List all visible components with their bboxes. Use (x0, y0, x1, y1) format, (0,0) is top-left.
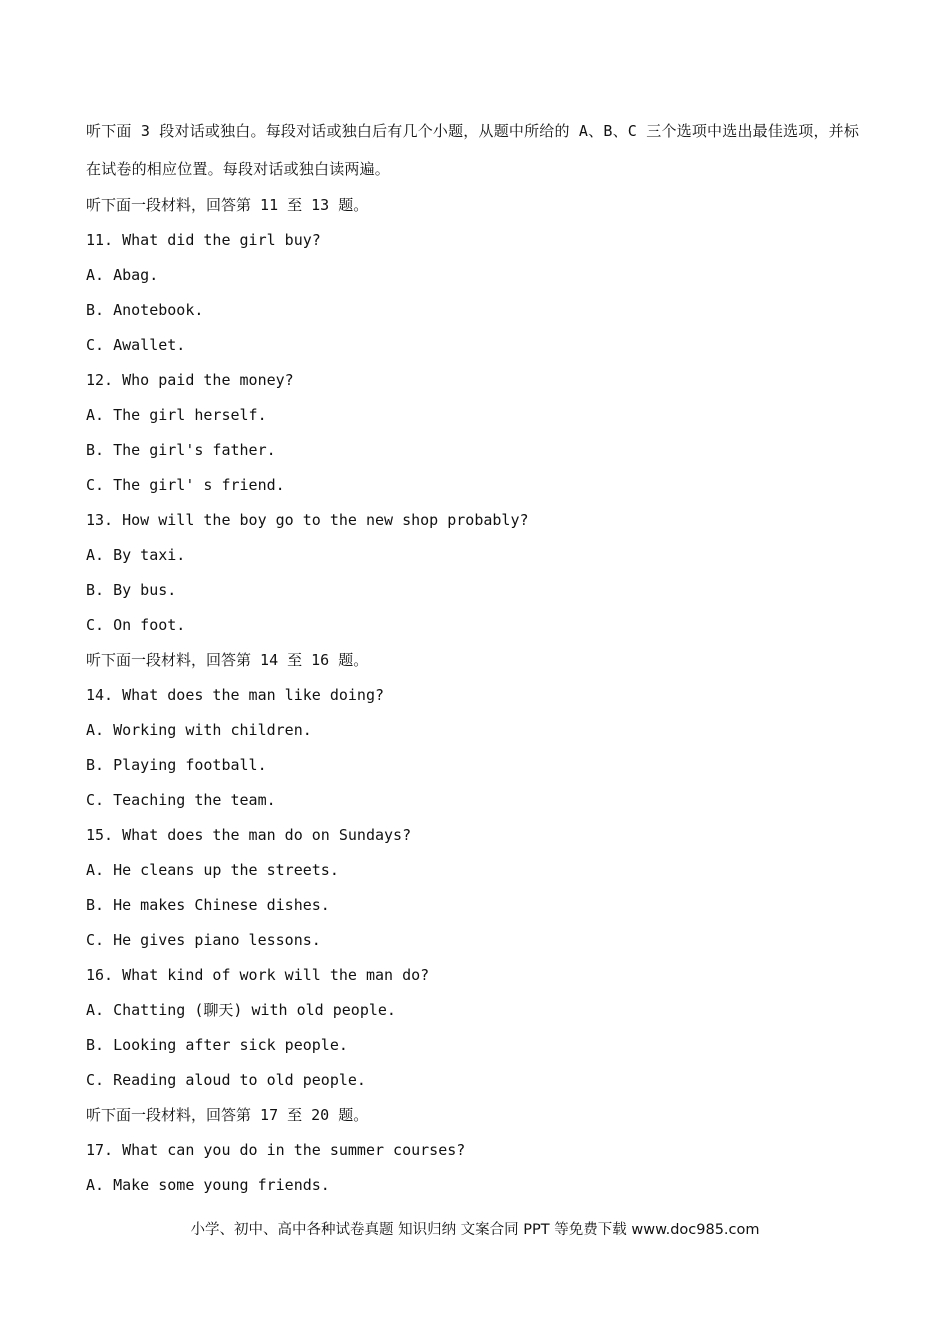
option-14-c: C. Teaching the team. (86, 791, 276, 809)
question-17: 17. What can you do in the summer courses? (86, 1141, 466, 1159)
option-12-b: B. The girl's father. (86, 441, 276, 459)
question-14: 14. What does the man like doing? (86, 686, 385, 704)
option-12-c: C. The girl' s friend. (86, 476, 285, 494)
option-13-a: A. By taxi. (86, 546, 186, 564)
material-heading-14-16: 听下面一段材料，回答第 14 至 16 题。 (86, 651, 369, 669)
section-instructions: 听下面 3 段对话或独白。每段对话或独白后有几个小题，从题中所给的 A、B、C 三个选项中选出最佳选项，并标在试卷的相应位置。每段对话或独白读两遍。 (86, 122, 860, 178)
option-15-c: C. He gives piano lessons. (86, 931, 321, 949)
question-13: 13. How will the boy go to the new shop probably? (86, 511, 529, 529)
material-heading-11-13: 听下面一段材料，回答第 11 至 13 题。 (86, 196, 369, 214)
option-12-a: A. The girl herself. (86, 406, 267, 424)
option-15-a: A. He cleans up the streets. (86, 861, 339, 879)
option-11-b: B. Anotebook. (86, 301, 204, 319)
option-16-c: C. Reading aloud to old people. (86, 1071, 366, 1089)
question-12: 12. Who paid the money? (86, 371, 294, 389)
question-11: 11. What did the girl buy? (86, 231, 321, 249)
page-footer: 小学、初中、高中各种试卷真题 知识归纳 文案合同 PPT 等免费下载 www.doc985.com (190, 1222, 760, 1238)
question-15: 15. What does the man do on Sundays? (86, 826, 412, 844)
question-16: 16. What kind of work will the man do? (86, 966, 430, 984)
option-16-a: A. Chatting (聊天) with old people. (86, 1001, 396, 1019)
option-11-c: C. Awallet. (86, 336, 186, 354)
option-13-c: C. On foot. (86, 616, 186, 634)
option-17-a: A. Make some young friends. (86, 1176, 330, 1194)
material-heading-17-20: 听下面一段材料，回答第 17 至 20 题。 (86, 1106, 369, 1124)
option-16-b: B. Looking after sick people. (86, 1036, 348, 1054)
exam-content (86, 112, 866, 1203)
option-11-a: A. Abag. (86, 266, 159, 284)
option-15-b: B. He makes Chinese dishes. (86, 896, 330, 914)
option-14-b: B. Playing football. (86, 756, 267, 774)
option-13-b: B. By bus. (86, 581, 177, 599)
option-14-a: A. Working with children. (86, 721, 312, 739)
